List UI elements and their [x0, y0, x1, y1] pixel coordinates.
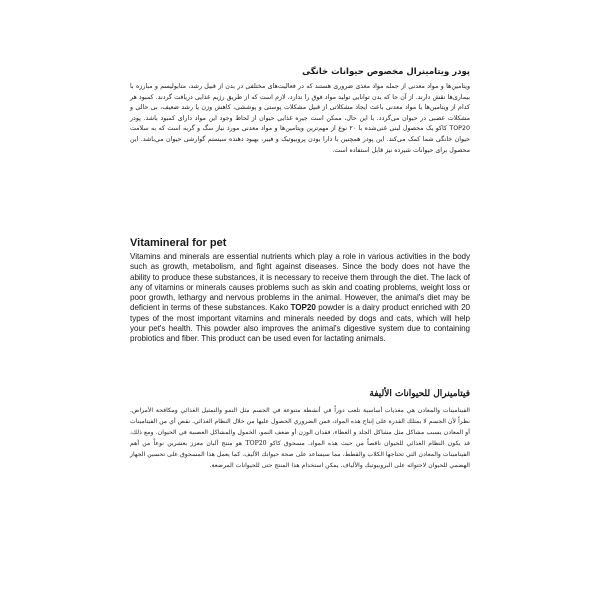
- persian-section: [130, 66, 470, 156]
- english-body-part-1: Vitamins and minerals are essential nutrients which play a role in various activities in the body such as growth, metabolism, and fight against diseases. Since the body does not have the ability to produce these substances, it is necessary to receive them through the diet. The lack of any of vitamins or minerals causes problems such as skin and coating problems, weight loss or poor growth, lethargy and nervous problems in the animal. However, the animal's diet may be deficient in terms of these substances. Kako: [130, 252, 470, 313]
- persian-title: پودر ویتامینرال مخصوص حیوانات خانگی: [302, 67, 470, 77]
- english-title: Vitamineral for pet: [130, 237, 227, 249]
- arabic-body: الفيتامينات والمعادن هي مغذيات أساسية تلعب دوراً في أنشطة متنوعة في الجسم مثل النمو والتمثيل الغذائي ومكافحة الأمراض. نظراً لأن الجسم لا يمتلك القدرة على إنتاج هذه المواد، فمن الضروري الحصول عليها من خلال النظام الغذائي. نقص أي من الفيتامينات أو المعادن يسبب مشاكل مثل مشاكل الجلد و الغطاء، فقدان الوزن أو ضعف النمو، الخمول والمشاكل العصبية في الحيوان. ومع ذلك، قد يكون النظام الغذائي للحيوان ناقصاً من حيث هذه المواد. مسحوق كاكو TOP20 هو منتج ألبان معزز بعشرين نوعاً من أهم الفيتامينات والمعادن التي تحتاجها الكلاب والقطط، مما سيساعد على صحة حيوانك الأليف. كما يعمل هذا المسحوق على تحسين الجهاز الهضمي للحيوان لاحتوائه على البروبيوتيك والألياف. يمكن استخدام هذا المنتج حتى للحيوانات المرضعة.: [130, 407, 470, 470]
- english-section: [130, 236, 470, 345]
- english-body: [130, 252, 470, 345]
- arabic-title: فيتامينرال للحيوانات الأليفة: [369, 389, 470, 399]
- brand-name: TOP20: [290, 303, 316, 313]
- english-body-part-2: powder is a dairy product enriched with 20 types of the most important vitamins and minerals needed by dogs and cats, which will help your pet's health. This powder also improves the animal's digestive system due to containing probiotics and fiber. This product can be used even for lactating animals.: [130, 303, 470, 344]
- persian-body: ویتامین‌ها و مواد معدنی از جمله مواد مغذی ضروری هستند که در فعالیت‌های مختلفی در بدن از قبیل رشد، متابولیسم و مبارزه با بیماری‌ها نقش دارند. از آن جا که بدن توانایی تولید مواد فوق را ندارد، لازم است که از طریق رژیم غذایی دریافت گردند. کمبود هر کدام از ویتامین‌ها یا مواد معدنی باعث ایجاد مشکلاتی از قبیل مشکلات پوستی و پوششی، کاهش وزن یا رشد ضعیف، بی حالی و مشکلات عصبی در حیوان می‌گردد. با این حال، ممکن است جیره غذایی حیوان از لحاظ وجود این مواد دارای کمبود باشد. پودر TOP20 کاکو یک محصول لبنی غنی‌شده با ۲۰ نوع از مهم‌ترین ویتامین‌ها و مواد معدنی مورد نیاز سگ و گربه است که به سلامت حیوان خانگی شما کمک می‌کند. این پودر همچنین با دارا بودن پروبیوتیک و فیبر، بهبود دهنده سیستم گوارشی حیوان می‌باشد. این محصول برای حیوانات شیرده نیز قابل استفاده است.: [130, 83, 470, 154]
- arabic-section: [130, 388, 470, 472]
